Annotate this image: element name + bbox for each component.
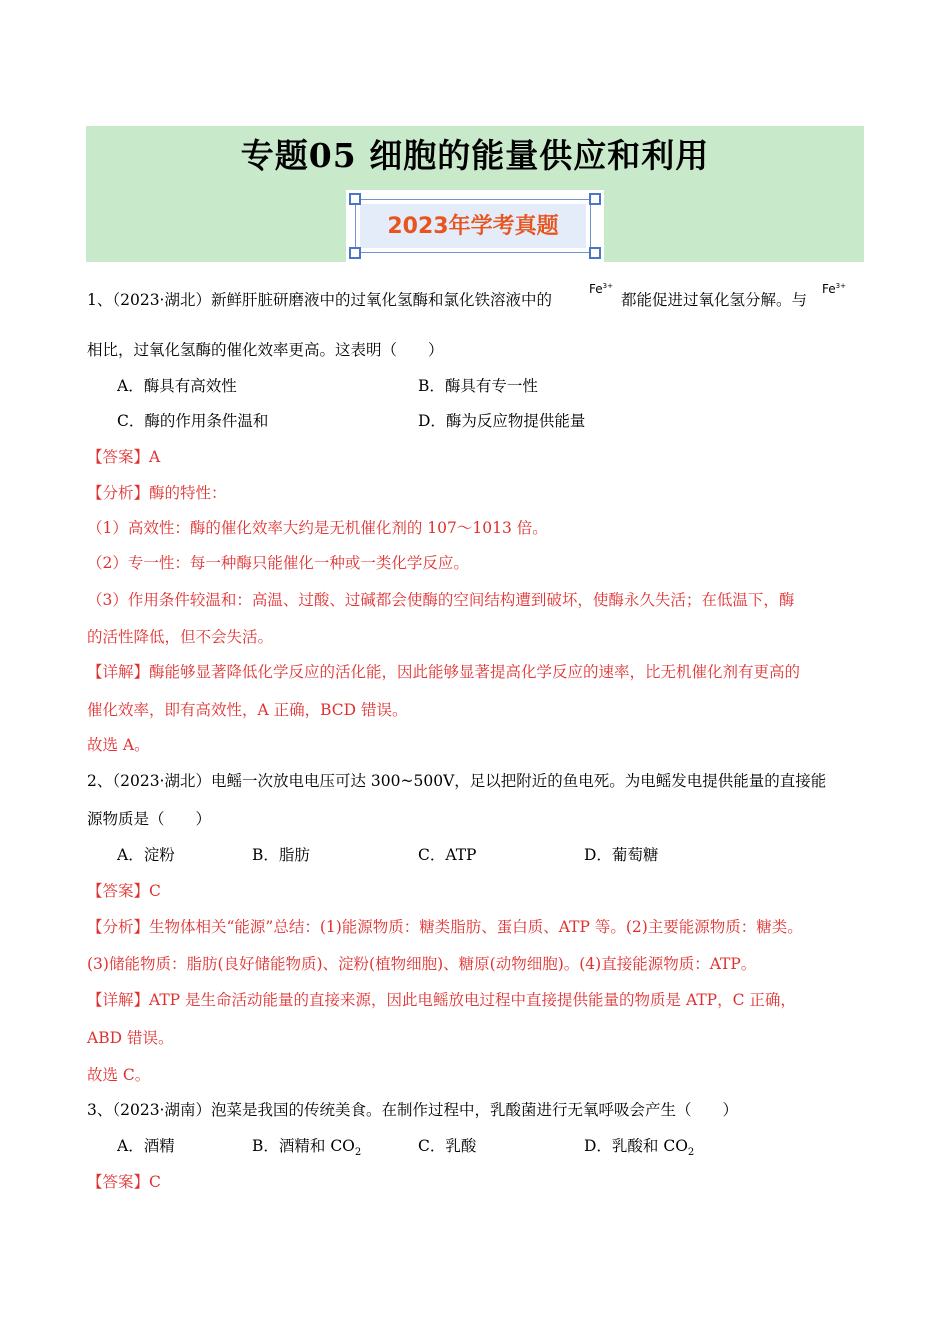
q3-option-b: B．酒精和 $CO_2$: [252, 1137, 362, 1159]
q2-detail-line: 【详解】ATP 是生命活动能量的直接来源，因此电鳐放电过程中直接提供能量的物质是 ATP，C 正确，: [87, 991, 796, 1009]
q1-detail-line: 催化效率，即有高效性，A 正确，BCD 错误。: [87, 701, 408, 719]
fe-ion-2: $Fe^{3+}$: [822, 282, 846, 296]
badge-inner: [360, 204, 586, 248]
q1-analysis-title: 【分析】酶的特性：: [87, 484, 227, 502]
q1-option-b: B．酶具有专一性: [418, 377, 538, 395]
q1-option-d: D．酶为反应物提供能量: [418, 412, 586, 430]
q1-analysis-line: （2）专一性：每一种酶只能催化一种或一类化学反应。: [87, 554, 469, 572]
q3-option-c: C．乳酸: [418, 1137, 477, 1155]
title-banner: [86, 126, 864, 262]
q1-conclusion: 故选 A。: [87, 736, 150, 754]
page-title: 专题05 细胞的能量供应和利用: [240, 136, 710, 175]
q3-stem: 3、（2023·湖南）泡菜是我国的传统美食。在制作过程中，乳酸菌进行无氧呼吸会产生（ ）: [87, 1101, 738, 1119]
q1-stem-part3: 相比，过氧化氢酶的催化效率更高。这表明（ ）: [87, 341, 444, 359]
corner-square-icon: [349, 247, 361, 259]
badge-label: 2023年学考真题: [387, 214, 559, 239]
q2-option-c: C．ATP: [418, 846, 477, 864]
q2-option-d: D．葡萄糖: [584, 846, 659, 864]
q1-stem-part2: 都能促进过氧化氢分解。与: [621, 291, 808, 309]
q2-answer: 【答案】C: [87, 882, 161, 900]
q2-analysis-line: (3)储能物质：脂肪(良好储能物质)、淀粉(植物细胞)、糖原(动物细胞)。(4)直接能源物质：ATP。: [87, 955, 757, 973]
q3-option-a: A．酒精: [117, 1137, 175, 1155]
q2-stem-line: 源物质是（ ）: [87, 810, 212, 828]
q1-option-c: C．酶的作用条件温和: [117, 412, 269, 430]
q2-detail-line: ABD 错误。: [87, 1029, 174, 1047]
q2-conclusion: 故选 C。: [87, 1066, 151, 1084]
q2-option-a: A．淀粉: [117, 846, 175, 864]
q3-answer: 【答案】C: [87, 1173, 161, 1191]
q2-stem-line: 2、（2023·湖北）电鳐一次放电电压可达 300~500V，足以把附近的鱼电死。为电鳐发电提供能量的直接能: [87, 772, 827, 790]
q1-stem-part1: 1、（2023·湖北）新鲜肝脏研磨液中的过氧化氢酶和氯化铁溶液中的: [87, 291, 552, 309]
corner-square-icon: [589, 247, 601, 259]
q1-analysis-line: 的活性降低，但不会失活。: [87, 628, 274, 646]
corner-square-icon: [349, 193, 361, 205]
q1-analysis-line: （1）高效性：酶的催化效率大约是无机催化剂的 107～1013 倍。: [87, 519, 548, 537]
q1-option-a: A．酶具有高效性: [117, 377, 237, 395]
q1-detail-line: 【详解】酶能够显著降低化学反应的活化能，因此能够显著提高化学反应的速率，比无机催化剂有更高的: [87, 663, 801, 681]
fe-ion-1: $Fe^{3+}$: [589, 282, 613, 296]
q1-answer: 【答案】A: [87, 448, 161, 466]
corner-square-icon: [589, 193, 601, 205]
year-badge: [346, 190, 604, 262]
q3-option-d: D．乳酸和 $CO_2$: [584, 1137, 695, 1159]
q2-option-b: B．脂肪: [252, 846, 310, 864]
q1-analysis-line: （3）作用条件较温和：高温、过酸、过碱都会使酶的空间结构遭到破坏，使酶永久失活；在低温下，酶: [87, 591, 795, 609]
q2-analysis-line: 【分析】生物体相关“能源”总结：(1)能源物质：糖类脂肪、蛋白质、ATP 等。(2)主要能源物质：糖类。: [87, 918, 803, 936]
